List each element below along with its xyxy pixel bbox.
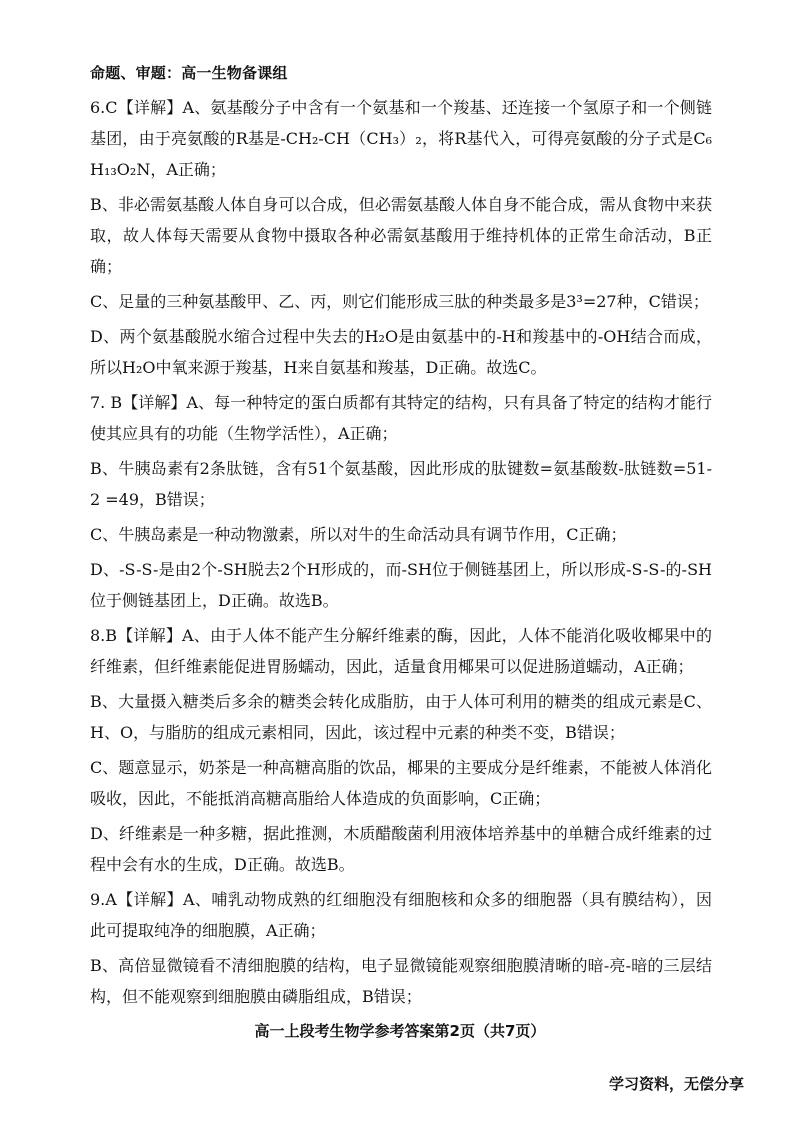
answer-paragraph xyxy=(90,387,712,449)
question-lead: 7. B【详解】 xyxy=(90,393,187,412)
answer-paragraph xyxy=(90,752,712,814)
answer-text: D、-S-S-是由2个-SH脱去2个H形成的，而-SH位于侧链基团上，所以形成-S-S-的-SH位于侧链基团上，D正确。故选B。 xyxy=(90,560,712,610)
answer-text: A、由于人体不能产生分解纤维素的酶，因此，人体不能消化吸收椰果中的纤维素，但纤维素能促进胃肠蠕动，因此，适量食用椰果可以促进肠道蠕动，A正确； xyxy=(90,626,712,676)
answer-paragraph xyxy=(90,519,712,550)
answer-text: C、足量的三种氨基酸甲、乙、丙，则它们能形成三肽的种类最多是3³=27种，C错误； xyxy=(90,292,709,311)
answer-block-8 xyxy=(90,620,712,880)
answer-paragraph xyxy=(90,950,712,1012)
answer-block-7 xyxy=(90,387,712,616)
answer-text: B、牛胰岛素有2条肽链，含有51个氨基酸，因此形成的肽键数=氨基酸数-肽链数=51-2 =49，B错误； xyxy=(90,459,712,509)
question-lead: 9.A【详解】 xyxy=(90,890,183,909)
answer-block-9 xyxy=(90,884,712,1012)
answer-text: A、哺乳动物成熟的红细胞没有细胞核和众多的细胞器（具有膜结构），因此可提取纯净的细胞膜，A正确； xyxy=(90,890,712,940)
answer-paragraph xyxy=(90,554,712,616)
answer-text: A、氨基酸分子中含有一个氨基和一个羧基、还连接一个氢原子和一个侧链基团，由于亮氨酸的R基是-CH₂-CH（CH₃）₂，将R基代入，可得亮氨酸的分子式是C₆H₁₃O₂N，A正确； xyxy=(90,98,712,179)
answer-text: C、题意显示，奶茶是一种高糖高脂的饮品，椰果的主要成分是纤维素，不能被人体消化吸收，因此，不能抵消高糖高脂给人体造成的负面影响，C正确； xyxy=(90,758,712,808)
answer-block-6 xyxy=(90,92,712,383)
answer-text: B、大量摄入糖类后多余的糖类会转化成脂肪，由于人体可利用的糖类的组成元素是C、H、O，与脂肪的组成元素相同，因此，该过程中元素的种类不变，B错误； xyxy=(90,692,712,742)
answer-paragraph xyxy=(90,453,712,515)
answer-paragraph xyxy=(90,686,712,748)
answer-text: D、纤维素是一种多糖，据此推测，木质醋酸菌利用液体培养基中的单糖合成纤维素的过程中会有水的生成，D正确。故选B。 xyxy=(90,824,712,874)
answer-paragraph xyxy=(90,620,712,682)
watermark-text: 学习资料，无偿分享 xyxy=(608,1075,744,1093)
answer-text: C、牛胰岛素是一种动物激素，所以对牛的生命活动具有调节作用，C正确； xyxy=(90,525,627,544)
question-lead: 8.B【详解】 xyxy=(90,626,183,645)
answer-paragraph xyxy=(90,189,712,282)
question-lead: 6.C【详解】 xyxy=(90,98,183,117)
answer-text: B、高倍显微镜看不清细胞膜的结构，电子显微镜能观察细胞膜清晰的暗-亮-暗的三层结构，但不能观察到细胞膜由磷脂组成，B错误； xyxy=(90,956,712,1006)
answer-paragraph xyxy=(90,286,712,317)
answer-paragraph xyxy=(90,818,712,880)
page-header: 命题、审题：高一生物备课组 xyxy=(90,64,288,82)
page-footer: 高一上段考生物学参考答案第2页（共7页） xyxy=(254,1022,546,1040)
answer-paragraph xyxy=(90,92,712,185)
answer-text: D、两个氨基酸脱水缩合过程中失去的H₂O是由氨基中的-H和羧基中的-OH结合而成，所以H₂O中氧来源于羧基，H来自氨基和羧基，D正确。故选C。 xyxy=(90,327,712,377)
answer-paragraph xyxy=(90,321,712,383)
answer-text: A、每一种特定的蛋白质都有其特定的结构，只有具备了特定的结构才能行使其应具有的功能（生物学活性），A正确； xyxy=(90,393,712,443)
answer-content xyxy=(90,90,712,1016)
answer-text: B、非必需氨基酸人体自身可以合成，但必需氨基酸人体自身不能合成，需从食物中来获取，故人体每天需要从食物中摄取各种必需氨基酸用于维持机体的正常生命活动，B正确； xyxy=(90,195,712,276)
answer-paragraph xyxy=(90,884,712,946)
